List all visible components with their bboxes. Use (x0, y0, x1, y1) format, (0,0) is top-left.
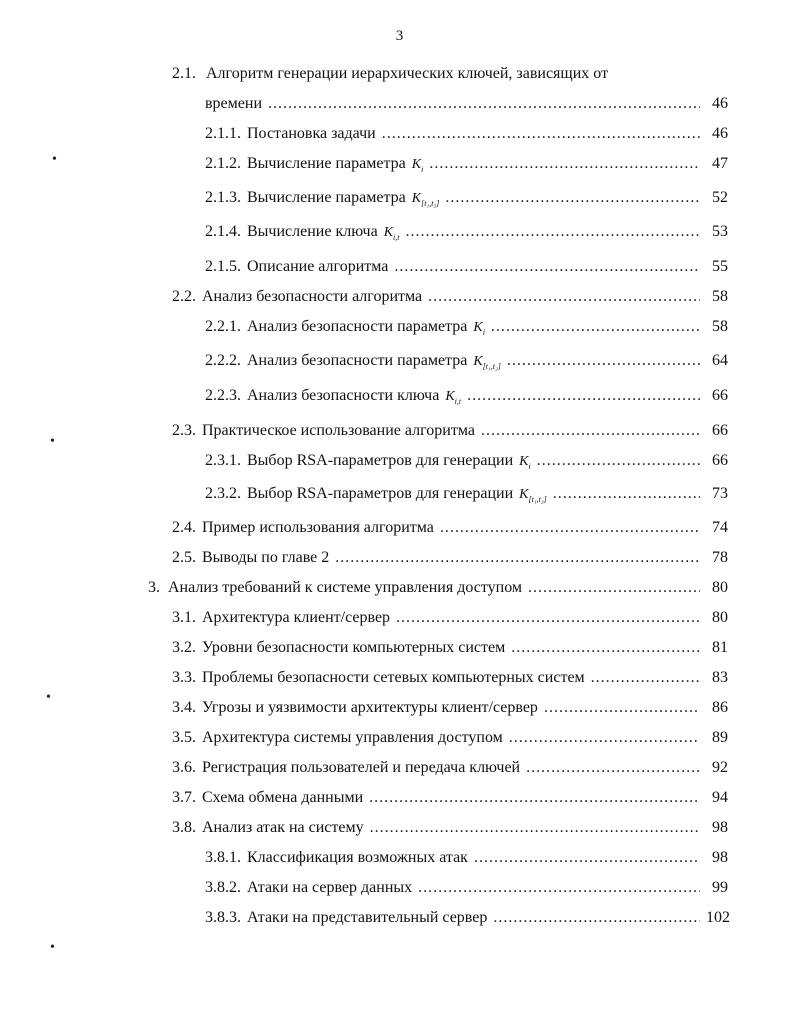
toc-entry-num: 2.2.2. (205, 352, 241, 369)
toc-entry-title: Проблемы безопасности сетевых компьютерных систем (202, 669, 585, 686)
toc-entry-title: Вычисление параметра (247, 155, 406, 172)
toc-leader-dots (481, 421, 700, 441)
toc-entry-title: Регистрация пользователей и передача ключей (202, 759, 521, 776)
toc-leader-dots (445, 188, 700, 208)
toc-entry-num: 2.1.4. (205, 223, 241, 240)
toc-leader-dots (591, 668, 700, 688)
toc-entry-3-6 (172, 758, 728, 778)
math-symbol: $K_i$ (519, 454, 531, 471)
toc-entry-num: 3.7. (172, 789, 196, 806)
toc-entry-title-line1: Алгоритм генерации иерархических ключей, зависящих от (206, 65, 609, 82)
toc-entry-num: 2.4. (172, 519, 196, 536)
toc-entry-page: 58 (712, 318, 728, 335)
toc-leader-dots (369, 788, 700, 808)
toc-entry-num: 3.8.3. (205, 909, 241, 926)
toc-entry-title: Уровни безопасности компьютерных систем (202, 639, 506, 656)
toc-leader-dots (509, 728, 700, 748)
toc-leader-dots (507, 351, 700, 371)
toc-entry-2-2-3 (205, 386, 728, 412)
toc-leader-dots (474, 848, 700, 868)
math-symbol: $K_{i,t}$ (383, 225, 400, 242)
toc-leader-dots (511, 638, 700, 658)
toc-entry-title: Архитектура системы управления доступом (202, 729, 503, 746)
toc-entry-page: 80 (712, 609, 728, 626)
toc-entry-page: 58 (712, 288, 728, 305)
toc-entry-title: Классификация возможных атак (247, 849, 468, 866)
toc-entry-page: 46 (712, 125, 728, 142)
scan-speck-icon: • (50, 434, 55, 449)
scan-speck-icon: • (46, 690, 51, 705)
toc-entry-page: 47 (712, 155, 728, 172)
toc-entry-num: 3.6. (172, 759, 196, 776)
toc-entry-page: 66 (712, 422, 728, 439)
toc-entry-page: 74 (712, 519, 728, 536)
toc-leader-dots (553, 484, 700, 504)
toc-leader-dots (493, 908, 700, 928)
toc-leader-dots (406, 222, 701, 242)
toc-entry-title: Атаки на сервер данных (247, 879, 413, 896)
toc-entry-page: 80 (712, 579, 728, 596)
toc-entry-2-4 (172, 518, 728, 538)
toc-entry-2-1-5 (205, 257, 728, 277)
toc-entry-page: 73 (712, 485, 728, 502)
math-symbol: $K_{i,t}$ (445, 389, 462, 406)
toc-leader-dots (394, 257, 700, 277)
toc-entry-page: 66 (712, 452, 728, 469)
toc-entry-3-7 (172, 788, 728, 808)
toc-entry-3-1 (172, 608, 728, 628)
toc-entry-page: 94 (712, 789, 728, 806)
math-symbol: $K_{[t_1,t_2]}$ (411, 191, 440, 208)
toc-entry-title: Пример использования алгоритма (202, 519, 434, 536)
toc-entry-num: 3.4. (172, 699, 196, 716)
toc-leader-dots (418, 878, 700, 898)
toc-entry-2-1-line1 (172, 64, 608, 84)
math-symbol: $K_i$ (473, 320, 485, 337)
toc-entry-page: 99 (712, 879, 728, 896)
toc-entry-2-2 (172, 287, 728, 307)
toc-entry-title: Анализ атак на систему (202, 819, 364, 836)
toc-entry-3-8-2 (205, 878, 728, 898)
math-symbol: $K_i$ (411, 157, 424, 174)
toc-entry-num: 2.1.2. (205, 155, 241, 172)
toc-entry-title: Вычисление ключа (247, 223, 378, 240)
toc-entry-page: 52 (712, 189, 728, 206)
toc-entry-num: 3.2. (172, 639, 196, 656)
toc-entry-2-2-1 (205, 317, 728, 343)
toc-entry-num: 2.3.1. (205, 452, 241, 469)
toc-entry-num: 3.1. (172, 609, 196, 626)
toc-entry-num: 2.2. (172, 288, 196, 305)
toc-entry-title: Анализ безопасности ключа (247, 387, 440, 404)
toc-entry-3-8-1 (205, 848, 728, 868)
toc-leader-dots (396, 608, 700, 628)
scan-speck-icon: • (50, 940, 55, 955)
toc-leader-dots (467, 386, 700, 406)
toc-entry-page: 92 (712, 759, 728, 776)
toc-entry-title: Схема обмена данными (202, 789, 364, 806)
toc-leader-dots (370, 818, 700, 838)
toc-entry-title: Выбор RSA-параметров для генерации (247, 452, 514, 469)
toc-leader-dots (491, 317, 700, 337)
toc-entry-page: 86 (712, 699, 728, 716)
toc-leader-dots (537, 451, 700, 471)
toc-entry-title: Анализ безопасности параметра (247, 352, 468, 369)
page-number: 3 (395, 28, 404, 44)
toc-leader-dots (440, 518, 700, 538)
toc-entry-page: 98 (712, 819, 728, 836)
toc-entry-2-2-2 (205, 351, 728, 377)
toc-entry-num: 3.3. (172, 669, 196, 686)
toc-entry-title: Анализ требований к системе управления доступом (168, 579, 523, 596)
toc-entry-title: Описание алгоритма (247, 258, 389, 275)
toc-entry-num: 2.1.1. (205, 125, 241, 142)
toc-leader-dots (268, 94, 700, 114)
toc-entry-2-3-2 (205, 484, 728, 510)
toc-entry-num: 2.1.5. (205, 258, 241, 275)
toc-entry-title: времени (205, 95, 263, 112)
toc-entry-num: 3.5. (172, 729, 196, 746)
toc-entry-title: Анализ безопасности алгоритма (202, 288, 423, 305)
toc-entry-page: 89 (712, 729, 728, 746)
toc-entry-3-8-3 (205, 908, 728, 928)
toc-entry-3-8 (172, 818, 728, 838)
toc-entry-num: 2.5. (172, 549, 196, 566)
toc-leader-dots (382, 124, 700, 144)
toc-entry-page: 98 (712, 849, 728, 866)
toc-entry-2-1-1 (205, 124, 728, 144)
toc-entry-num: 2.3.2. (205, 485, 241, 502)
toc-entry-title: Практическое использование алгоритма (202, 422, 475, 439)
toc-entry-2-1-4 (205, 222, 728, 248)
toc-entry-3 (148, 578, 728, 598)
toc-entry-page: 83 (712, 669, 728, 686)
toc-entry-title: Выводы по главе 2 (202, 549, 330, 566)
toc-entry-3-5 (172, 728, 728, 748)
toc-leader-dots (544, 698, 700, 718)
toc-leader-dots (429, 154, 700, 174)
toc-entry-3-3 (172, 668, 728, 688)
toc-entry-num: 3. (148, 579, 160, 596)
toc-entry-num: 2.2.3. (205, 387, 241, 404)
toc-entry-2-1 (205, 94, 728, 114)
toc-entry-page: 66 (712, 387, 728, 404)
toc-entry-2-3 (172, 421, 728, 441)
toc-entry-title: Вычисление параметра (247, 189, 406, 206)
toc-entry-2-5 (172, 548, 728, 568)
toc-entry-num: 2.2.1. (205, 318, 241, 335)
toc-entry-title: Анализ безопасности параметра (247, 318, 468, 335)
toc-entry-title: Угрозы и уязвимости архитектуры клиент/сервер (202, 699, 538, 716)
toc-entry-num: 3.8.2. (205, 879, 241, 896)
toc-entry-2-1-2 (205, 154, 728, 180)
toc-entry-page: 81 (712, 639, 728, 656)
toc-entry-num: 2.3. (172, 422, 196, 439)
toc-entry-page: 78 (712, 549, 728, 566)
toc-entry-page: 53 (712, 223, 728, 240)
math-symbol: $K_{[t_1,t_2]}$ (473, 354, 501, 371)
toc-entry-page: 46 (712, 95, 728, 112)
toc-entry-num: 2.1.3. (205, 189, 241, 206)
toc-leader-dots (528, 578, 700, 598)
toc-entry-title: Атаки на представительный сервер (247, 909, 488, 926)
toc-leader-dots (335, 548, 700, 568)
toc-entry-2-1-3 (205, 188, 728, 214)
toc-entry-num: 3.8.1. (205, 849, 241, 866)
toc-entry-title: Архитектура клиент/сервер (202, 609, 391, 626)
toc-entry-title: Выбор RSA-параметров для генерации (247, 485, 514, 502)
toc-leader-dots (428, 287, 700, 307)
toc-entry-3-4 (172, 698, 728, 718)
toc-leader-dots (526, 758, 700, 778)
toc-entry-page: 102 (706, 909, 730, 926)
toc-entry-title: Постановка задачи (247, 125, 376, 142)
toc-entry-num: 2.1. (172, 65, 196, 82)
toc-entry-2-3-1 (205, 451, 728, 477)
toc-entry-page: 55 (712, 258, 728, 275)
math-symbol: $K_{[t_1,t_2]}$ (519, 487, 547, 504)
toc-entry-num: 3.8. (172, 819, 196, 836)
toc-entry-page: 64 (712, 352, 728, 369)
toc-entry-3-2 (172, 638, 728, 658)
scan-speck-icon: • (52, 152, 57, 167)
